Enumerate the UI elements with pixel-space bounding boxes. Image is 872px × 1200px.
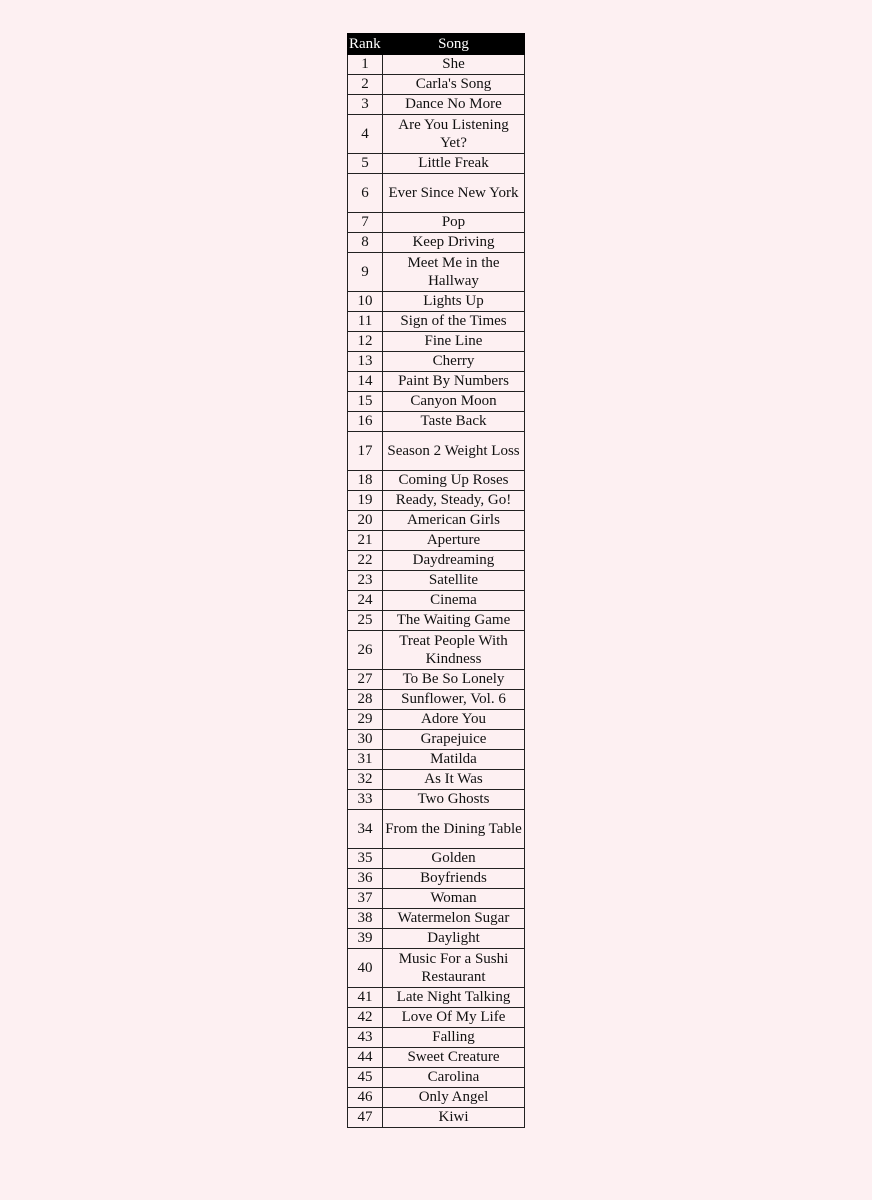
rank-cell: 6 xyxy=(348,174,383,213)
song-title: Carolina xyxy=(427,1069,480,1085)
rank-cell: 41 xyxy=(348,988,383,1008)
rank-cell: 32 xyxy=(348,770,383,790)
rank-cell: 23 xyxy=(348,571,383,591)
rank-cell: 5 xyxy=(348,154,383,174)
song-cell xyxy=(383,95,525,115)
rank-cell: 46 xyxy=(348,1088,383,1108)
song-cell xyxy=(383,1108,525,1128)
table-row xyxy=(348,115,525,154)
table-row xyxy=(348,1008,525,1028)
song-title: Canyon Moon xyxy=(410,393,497,409)
song-title: Music For a Sushi Restaurant xyxy=(398,950,509,985)
rank-cell: 26 xyxy=(348,631,383,670)
song-title: Falling xyxy=(432,1029,475,1045)
rank-cell: 31 xyxy=(348,750,383,770)
table-row xyxy=(348,352,525,372)
table-row xyxy=(348,571,525,591)
rank-column-header: Rank xyxy=(348,34,383,55)
song-cell xyxy=(383,392,525,412)
table-row xyxy=(348,790,525,810)
song-cell xyxy=(383,213,525,233)
song-cell xyxy=(383,929,525,949)
song-title: Late Night Talking xyxy=(396,989,511,1005)
table-row xyxy=(348,491,525,511)
table-row xyxy=(348,631,525,670)
song-cell xyxy=(383,154,525,174)
song-cell xyxy=(383,531,525,551)
table-row xyxy=(348,55,525,75)
table-row xyxy=(348,253,525,292)
song-title: Adore You xyxy=(420,711,486,727)
song-cell xyxy=(383,889,525,909)
rank-cell: 12 xyxy=(348,332,383,352)
song-title: Boyfriends xyxy=(420,870,487,886)
song-title: Keep Driving xyxy=(412,234,495,250)
song-cell xyxy=(383,352,525,372)
rank-cell: 11 xyxy=(348,312,383,332)
rank-cell: 36 xyxy=(348,869,383,889)
song-title: Daylight xyxy=(427,930,480,946)
rank-cell: 30 xyxy=(348,730,383,750)
song-title: Treat People With Kindness xyxy=(399,632,508,667)
rank-cell: 34 xyxy=(348,810,383,849)
rank-cell: 16 xyxy=(348,412,383,432)
song-cell xyxy=(383,770,525,790)
song-title: Taste Back xyxy=(420,413,487,429)
song-cell xyxy=(383,710,525,730)
rank-cell: 35 xyxy=(348,849,383,869)
song-cell xyxy=(383,551,525,571)
table-body xyxy=(348,55,525,1128)
song-cell xyxy=(383,332,525,352)
song-cell xyxy=(383,631,525,670)
table-row xyxy=(348,95,525,115)
rank-cell: 19 xyxy=(348,491,383,511)
table-row xyxy=(348,174,525,213)
song-title: Golden xyxy=(431,850,476,866)
rank-cell: 28 xyxy=(348,690,383,710)
rank-cell: 9 xyxy=(348,253,383,292)
rank-cell: 38 xyxy=(348,909,383,929)
table-row xyxy=(348,988,525,1008)
rank-cell: 17 xyxy=(348,432,383,471)
song-cell xyxy=(383,690,525,710)
rank-cell: 37 xyxy=(348,889,383,909)
table-row xyxy=(348,670,525,690)
song-title: Fine Line xyxy=(424,333,483,349)
song-title: Only Angel xyxy=(418,1089,489,1105)
table-row xyxy=(348,770,525,790)
table-row xyxy=(348,551,525,571)
song-title: Lights Up xyxy=(423,293,484,309)
table-row xyxy=(348,312,525,332)
song-title: Cinema xyxy=(430,592,477,608)
song-title: Season 2 Weight Loss xyxy=(387,442,520,459)
song-cell xyxy=(383,55,525,75)
table-row xyxy=(348,213,525,233)
table-header-row xyxy=(348,34,525,55)
table-row xyxy=(348,372,525,392)
rank-cell: 39 xyxy=(348,929,383,949)
song-cell xyxy=(383,790,525,810)
rank-cell: 22 xyxy=(348,551,383,571)
song-title: Sweet Creature xyxy=(407,1049,500,1065)
rank-cell: 18 xyxy=(348,471,383,491)
song-column-header: Song xyxy=(383,34,525,55)
table-row xyxy=(348,392,525,412)
song-title: Dance No More xyxy=(405,96,502,112)
song-title: To Be So Lonely xyxy=(402,671,505,687)
song-cell xyxy=(383,949,525,988)
table-row xyxy=(348,332,525,352)
song-cell xyxy=(383,988,525,1008)
song-cell xyxy=(383,849,525,869)
song-title: Meet Me in the Hallway xyxy=(407,254,500,289)
rank-cell: 13 xyxy=(348,352,383,372)
table-row xyxy=(348,154,525,174)
song-cell xyxy=(383,1028,525,1048)
table-row xyxy=(348,869,525,889)
song-title: Two Ghosts xyxy=(417,791,490,807)
song-cell xyxy=(383,511,525,531)
rank-cell: 10 xyxy=(348,292,383,312)
song-ranking-table xyxy=(347,33,525,1128)
song-cell xyxy=(383,432,525,471)
table-row xyxy=(348,1048,525,1068)
song-cell xyxy=(383,1068,525,1088)
song-title: Are You Listening Yet? xyxy=(398,116,509,151)
rank-cell: 3 xyxy=(348,95,383,115)
song-title: Ready, Steady, Go! xyxy=(395,492,512,508)
song-title: Carla's Song xyxy=(415,76,492,92)
table-row xyxy=(348,611,525,631)
song-title: As It Was xyxy=(424,771,483,787)
song-cell xyxy=(383,1088,525,1108)
song-title: From the Dining Table xyxy=(385,820,522,837)
rank-cell: 27 xyxy=(348,670,383,690)
song-title: Satellite xyxy=(428,572,479,588)
song-cell xyxy=(383,591,525,611)
song-cell xyxy=(383,730,525,750)
song-title: Aperture xyxy=(426,532,481,548)
rank-cell: 14 xyxy=(348,372,383,392)
song-cell xyxy=(383,909,525,929)
table-row xyxy=(348,810,525,849)
song-title: Sign of the Times xyxy=(400,313,507,329)
rank-cell: 8 xyxy=(348,233,383,253)
song-cell xyxy=(383,75,525,95)
table-row xyxy=(348,1028,525,1048)
song-cell xyxy=(383,115,525,154)
song-title: Kiwi xyxy=(438,1109,469,1125)
rank-cell: 2 xyxy=(348,75,383,95)
table-row xyxy=(348,511,525,531)
song-cell xyxy=(383,611,525,631)
rank-cell: 44 xyxy=(348,1048,383,1068)
song-title: Watermelon Sugar xyxy=(397,910,510,926)
song-cell xyxy=(383,810,525,849)
song-title: Sunflower, Vol. 6 xyxy=(401,691,506,707)
table-row xyxy=(348,710,525,730)
song-title: Coming Up Roses xyxy=(398,472,509,488)
song-cell xyxy=(383,571,525,591)
song-title: The Waiting Game xyxy=(396,612,511,628)
song-cell xyxy=(383,312,525,332)
song-title: Cherry xyxy=(432,353,475,369)
rank-cell: 20 xyxy=(348,511,383,531)
table-row xyxy=(348,849,525,869)
rank-cell: 45 xyxy=(348,1068,383,1088)
rank-cell: 29 xyxy=(348,710,383,730)
song-cell xyxy=(383,1008,525,1028)
table-row xyxy=(348,75,525,95)
rank-cell: 47 xyxy=(348,1108,383,1128)
song-cell xyxy=(383,750,525,770)
rank-cell: 4 xyxy=(348,115,383,154)
rank-cell: 15 xyxy=(348,392,383,412)
rank-cell: 33 xyxy=(348,790,383,810)
song-title: She xyxy=(442,56,465,72)
song-cell xyxy=(383,670,525,690)
table-row xyxy=(348,889,525,909)
song-title: Daydreaming xyxy=(412,552,495,568)
table-row xyxy=(348,591,525,611)
song-cell xyxy=(383,292,525,312)
song-title: Love Of My Life xyxy=(401,1009,506,1025)
table-row xyxy=(348,929,525,949)
table-row xyxy=(348,412,525,432)
song-cell xyxy=(383,412,525,432)
table-row xyxy=(348,292,525,312)
rank-cell: 24 xyxy=(348,591,383,611)
table-row xyxy=(348,730,525,750)
rank-cell: 40 xyxy=(348,949,383,988)
rank-cell: 25 xyxy=(348,611,383,631)
rank-cell: 1 xyxy=(348,55,383,75)
song-cell xyxy=(383,233,525,253)
song-cell xyxy=(383,491,525,511)
song-title: Matilda xyxy=(430,751,477,767)
song-cell xyxy=(383,869,525,889)
song-cell xyxy=(383,1048,525,1068)
rank-cell: 42 xyxy=(348,1008,383,1028)
song-cell xyxy=(383,471,525,491)
table-row xyxy=(348,471,525,491)
song-title: Pop xyxy=(441,214,466,230)
table-row xyxy=(348,233,525,253)
song-title: Woman xyxy=(430,890,477,906)
song-title: Paint By Numbers xyxy=(398,373,509,389)
table-row xyxy=(348,531,525,551)
table-row xyxy=(348,432,525,471)
song-title: Little Freak xyxy=(418,155,489,171)
table-row xyxy=(348,1108,525,1128)
rank-cell: 7 xyxy=(348,213,383,233)
table-row xyxy=(348,909,525,929)
song-cell xyxy=(383,372,525,392)
table-row xyxy=(348,1068,525,1088)
song-title: Ever Since New York xyxy=(388,184,519,201)
table-row xyxy=(348,1088,525,1108)
rank-cell: 21 xyxy=(348,531,383,551)
song-title: American Girls xyxy=(407,512,500,528)
table-row xyxy=(348,750,525,770)
song-title: Grapejuice xyxy=(420,731,487,747)
table-row xyxy=(348,949,525,988)
rank-cell: 43 xyxy=(348,1028,383,1048)
table-row xyxy=(348,690,525,710)
song-cell xyxy=(383,253,525,292)
song-cell xyxy=(383,174,525,213)
